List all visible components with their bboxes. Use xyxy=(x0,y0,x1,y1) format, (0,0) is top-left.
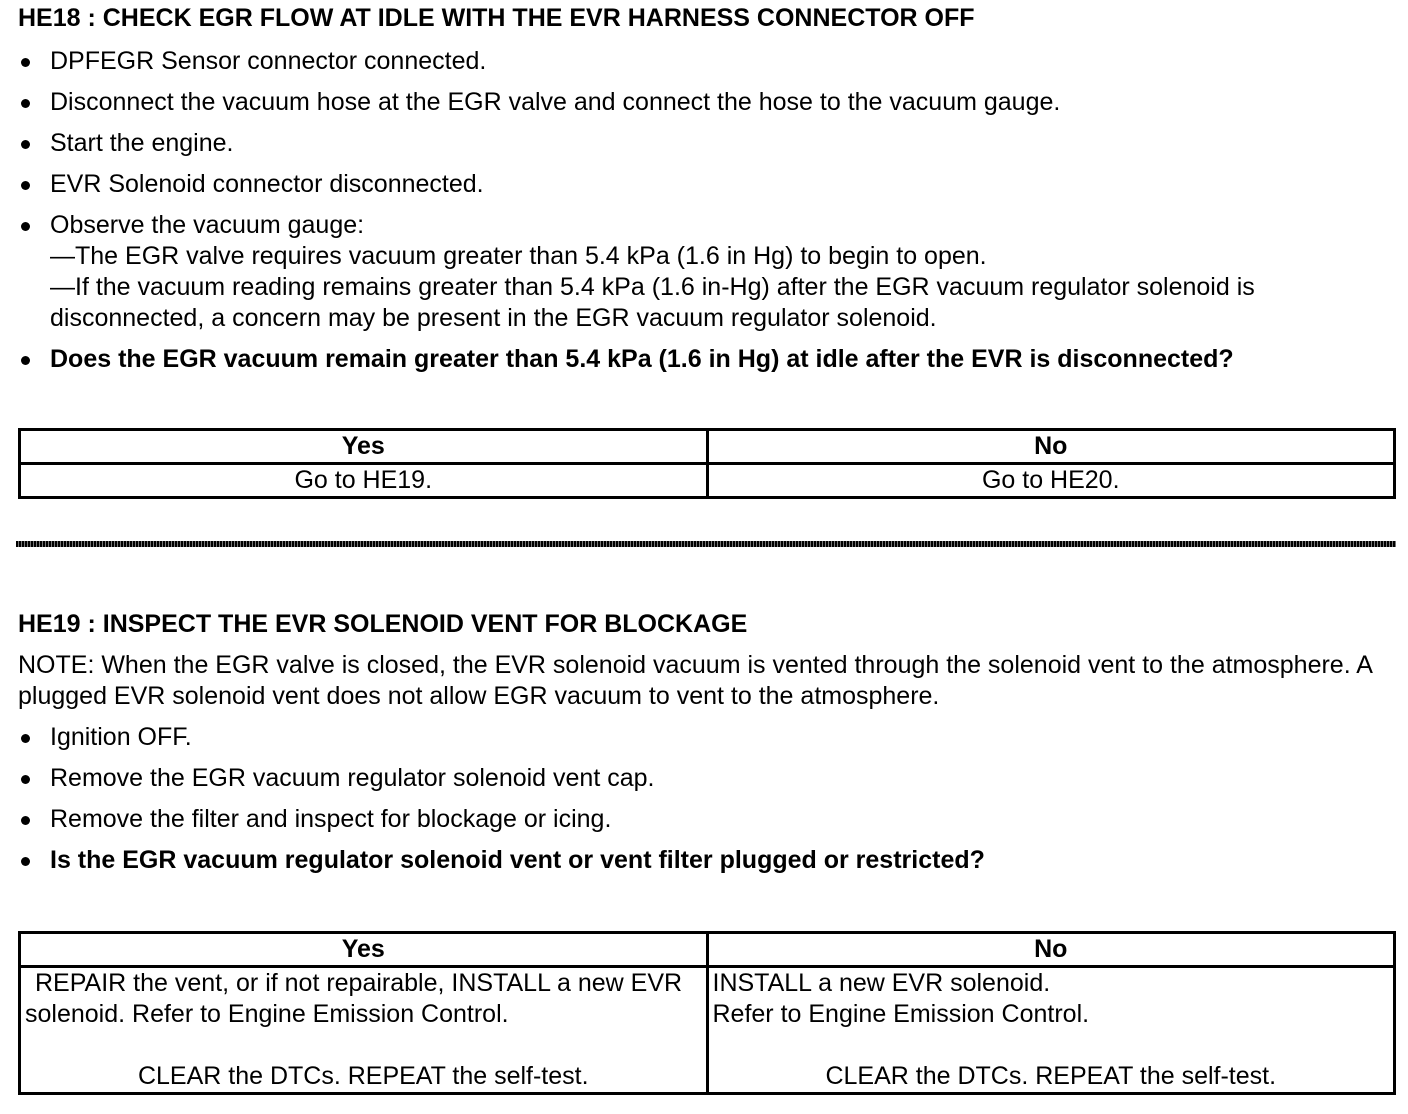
bullet-icon xyxy=(21,222,30,231)
section-divider xyxy=(16,541,1396,547)
step-list xyxy=(18,722,1396,876)
list-item: Disconnect the vacuum hose at the EGR valve and connect the hose to the vacuum gauge. xyxy=(18,87,1396,118)
result-table xyxy=(18,428,1396,499)
yes-action: Go to HE19. xyxy=(20,464,708,498)
bullet-icon xyxy=(21,775,30,784)
yes-header: Yes xyxy=(20,430,708,464)
yes-header: Yes xyxy=(20,933,708,967)
list-item: EVR Solenoid connector disconnected. xyxy=(18,169,1396,200)
bullet-icon xyxy=(21,58,30,67)
yes-action: REPAIR the vent, or if not repairable, INSTALL a new EVR solenoid. Refer to Engine Emission Control. CLEAR the DTCs. REPEAT the self-test. xyxy=(20,967,708,1094)
note-text: NOTE: When the EGR valve is closed, the EVR solenoid vacuum is vented through the solenoid vent to the atmosphere. A plugged EVR solenoid vent does not allow EGR vacuum to vent to the atmosphere. xyxy=(18,651,1372,710)
bullet-icon xyxy=(21,816,30,825)
result-table xyxy=(18,931,1396,1095)
list-item: Remove the filter and inspect for blockage or icing. xyxy=(18,804,1396,835)
bullet-icon xyxy=(21,181,30,190)
section-heading: HE18 : CHECK EGR FLOW AT IDLE WITH THE EVR HARNESS CONNECTOR OFF xyxy=(18,4,975,32)
bullet-icon xyxy=(21,99,30,108)
observe-note: —If the vacuum reading remains greater than 5.4 kPa (1.6 in-Hg) after the EGR vacuum regulator solenoid is disconnected, a concern may be present in the EGR vacuum regulator solenoid. xyxy=(50,273,1255,332)
question-item: Is the EGR vacuum regulator solenoid vent or vent filter plugged or restricted? xyxy=(18,845,1396,876)
section-heading: HE19 : INSPECT THE EVR SOLENOID VENT FOR BLOCKAGE xyxy=(18,610,748,638)
section-he19 xyxy=(18,606,1396,886)
section-he18 xyxy=(18,0,1396,385)
bullet-icon xyxy=(21,140,30,149)
no-header: No xyxy=(707,430,1395,464)
step-list xyxy=(18,46,1396,375)
list-item: DPFEGR Sensor connector connected. xyxy=(18,46,1396,77)
bullet-icon xyxy=(21,734,30,743)
no-header: No xyxy=(707,933,1395,967)
bullet-icon xyxy=(21,857,30,866)
no-action: Go to HE20. xyxy=(707,464,1395,498)
bullet-icon xyxy=(21,356,30,365)
list-item: Observe the vacuum gauge: —The EGR valve requires vacuum greater than 5.4 kPa (1.6 in Hg) to begin to open. —If the vacuum reading remains greater than 5.4 kPa (1.6 in-Hg) after the EGR vacuum regulator solenoid is disconnected, a concern may be present in the EGR vacuum regulator solenoid. xyxy=(18,210,1396,334)
list-item: Ignition OFF. xyxy=(18,722,1396,753)
list-item: Remove the EGR vacuum regulator solenoid vent cap. xyxy=(18,763,1396,794)
no-action: INSTALL a new EVR solenoid. Refer to Engine Emission Control. CLEAR the DTCs. REPEAT the self-test. xyxy=(707,967,1395,1094)
question-item: Does the EGR vacuum remain greater than 5.4 kPa (1.6 in Hg) at idle after the EVR is disconnected? xyxy=(18,344,1396,375)
observe-note: —The EGR valve requires vacuum greater than 5.4 kPa (1.6 in Hg) to begin to open. xyxy=(50,242,987,270)
list-item: Start the engine. xyxy=(18,128,1396,159)
